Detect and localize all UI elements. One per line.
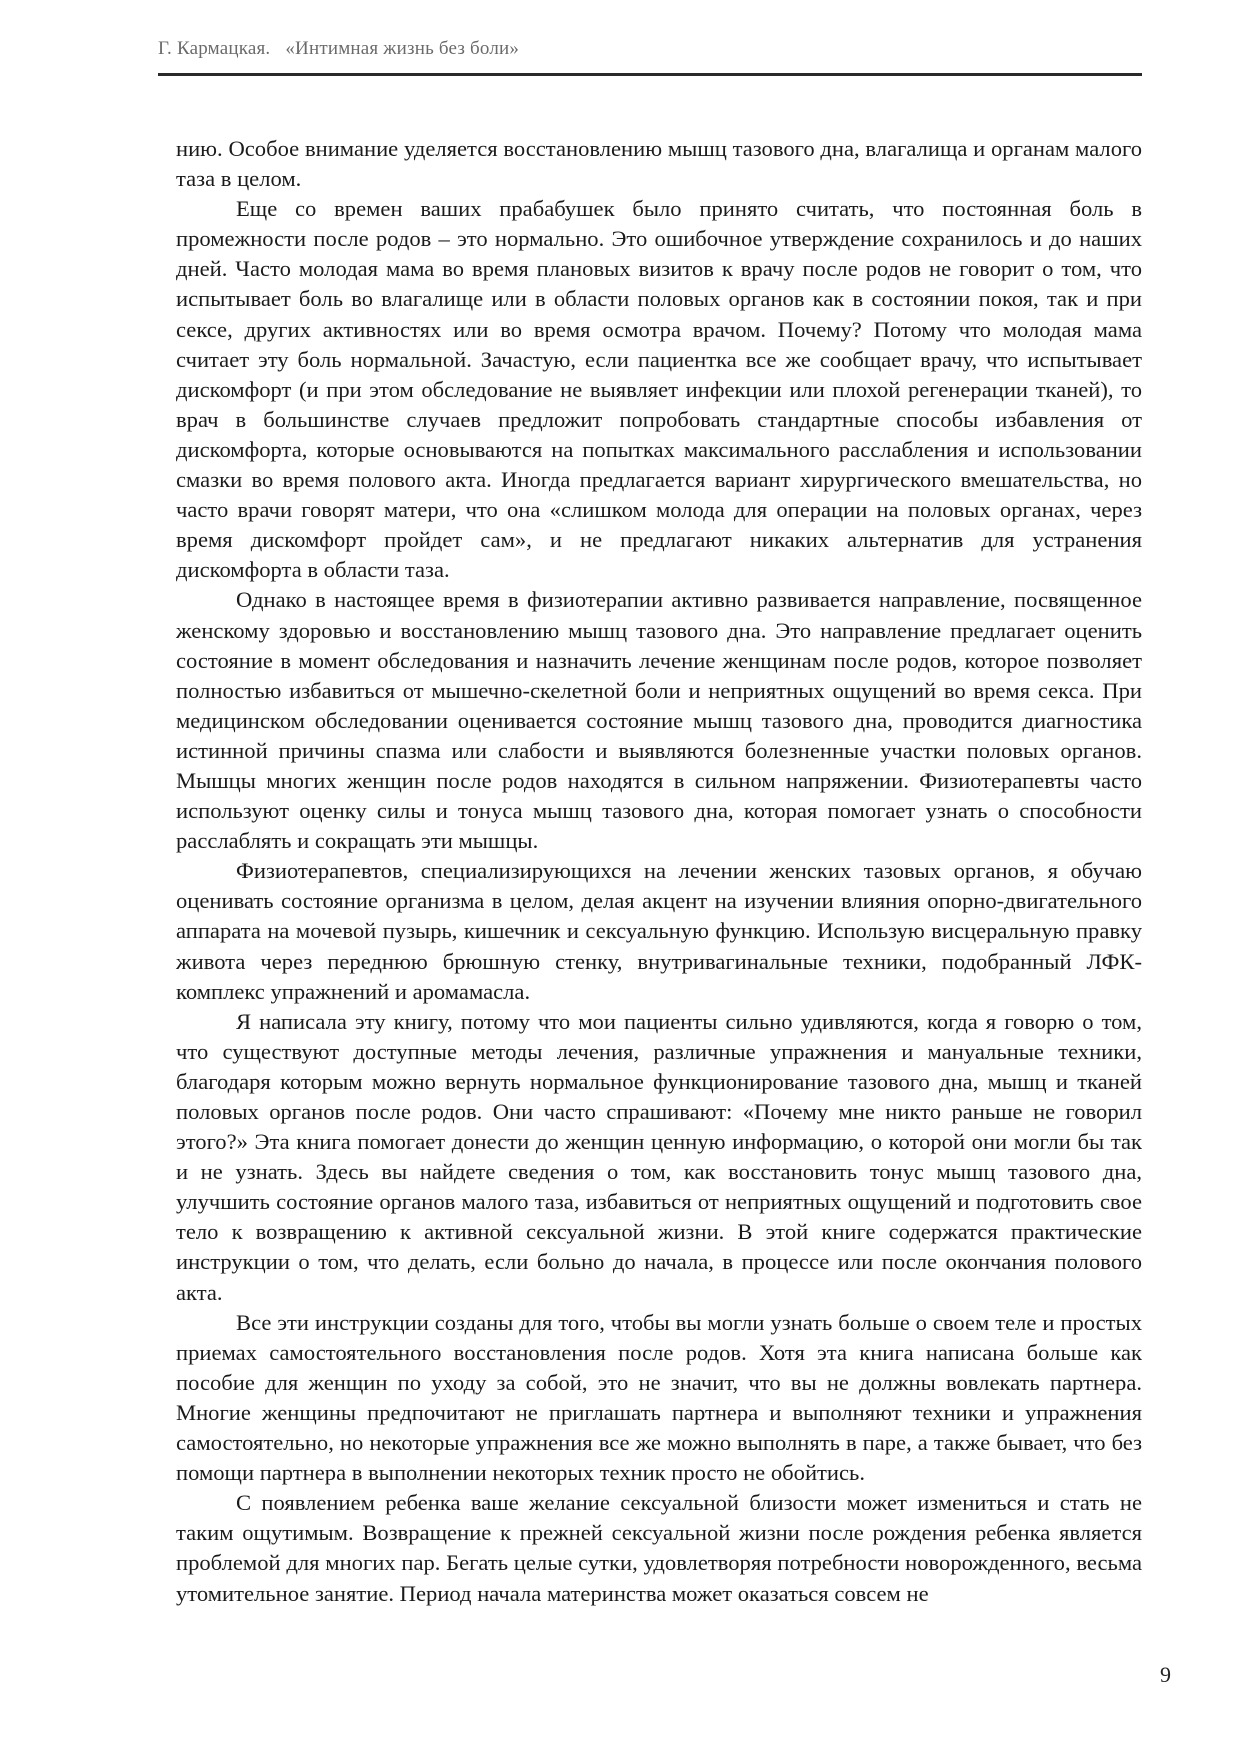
paragraph: Я написала эту книгу, потому что мои пациенты сильно удивляются, когда я говорю о том, что существуют доступные методы лечения, различные упражнения и мануальные техники, благодаря которым можно вернуть нормальное функционирование тазового дна, мышц и тканей половых органов после родов. Они часто спрашивают: «Почему мне никто раньше не говорил этого?» Эта книга помогает донести до женщин ценную информацию, о которой они могли бы так и не узнать. Здесь вы найдете сведения о том, как восстановить тонус мышц тазового дна, улучшить состояние органов малого таза, избавиться от неприятных ощущений и подготовить свое тело к возвращению к активной сексуальной жизни. В этой книге содержатся практические инструкции о том, что делать, если больно до начала, в процессе или после окончания полового акта. xyxy=(176,1008,1142,1305)
running-header xyxy=(158,38,1158,60)
header-divider xyxy=(158,73,1142,76)
page-number: 9 xyxy=(1160,1662,1171,1687)
paragraph: Еще со времен ваших прабабушек было принято считать, что постоянная боль в промежности после родов – это нормально. Это ошибочное утверждение сохранилось и до наших дней. Часто молодая мама во время плановых визитов к врачу после родов не говорит о том, что испытывает боль во влагалище или в области половых органов как в состоянии покоя, так и при сексе, других активностях или во время осмотра врачом. Почему? Потому что молодая мама считает эту боль нормальной. Зачастую, если пациентка все же сообщает врачу, что испытывает дискомфорт (и при этом обследование не выявляет инфекции или плохой регенерации тканей), то врач в большинстве случаев предложит попробовать стандартные способы избавления от дискомфорта, которые основываются на попытках максимального расслабления и использовании смазки во время полового акта. Иногда предлагается вариант хирургического вмешательства, но часто врачи говорят матери, что она «слишком молода для операции на половых органах, через время дискомфорт пройдет сам», и не предлагают никаких альтернатив для устранения дискомфорта в области таза. xyxy=(176,196,1142,583)
paragraph: Однако в настоящее время в физиотерапии активно развивается направление, посвященное женскому здоровью и восстановлению мышц тазового дна. Это направление предлагает оценить состояние в момент обследования и назначить лечение женщинам после родов, которое позволяет полностью избавиться от мышечно-скелетной боли и неприятных ощущений во время секса. При медицинском обследовании оценивается состояние мышц тазового дна, проводится диагностика истинной причины спазма или слабости и выявляются болезненные участки половых органов. Мышцы многих женщин после родов находятся в сильном напряжении. Физиотерапевты часто используют оценку силы и тонуса мышц тазового дна, которая помогает узнать о способности расслаблять и сокращать эти мышцы. xyxy=(176,587,1142,854)
paragraph-continuation: нию. Особое внимание уделяется восстановлению мышц тазового дна, влагалища и органам малого таза в целом. xyxy=(176,136,1142,192)
header-book-title: «Интимная жизнь без боли» xyxy=(285,38,520,59)
body-text xyxy=(176,134,1142,1609)
paragraph: Физиотерапевтов, специализирующихся на лечении женских тазовых органов, я обучаю оценивать состояние организма в целом, делая акцент на изучении влияния опорно-двигательного аппарата на мочевой пузырь, кишечник и сексуальную функцию. Использую висцеральную правку живота через переднюю брюшную стенку, внутривагинальные техники, подобранный ЛФК-комплекс упражнений и аромамасла. xyxy=(176,858,1142,1004)
paragraph: С появлением ребенка ваше желание сексуальной близости может измениться и стать не таким ощутимым. Возвращение к прежней сексуальной жизни после рождения ребенка является проблемой для многих пар. Бегать целые сутки, удовлетворяя потребности новорожденного, весьма утомительное занятие. Период начала материнства может оказаться совсем не xyxy=(176,1490,1142,1606)
paragraph: Все эти инструкции созданы для того, чтобы вы могли узнать больше о своем теле и простых приемах самостоятельного восстановления после родов. Хотя эта книга написана больше как пособие для женщин по уходу за собой, это не значит, что вы не должны вовлекать партнера. Многие женщины предпочитают не приглашать партнера и выполняют техники и упражнения самостоятельно, но некоторые упражнения все же можно выполнять в паре, а также бывает, что без помощи партнера в выполнении некоторых техник просто не обойтись. xyxy=(176,1309,1142,1486)
header-author: Г. Кармацкая. xyxy=(158,38,271,59)
